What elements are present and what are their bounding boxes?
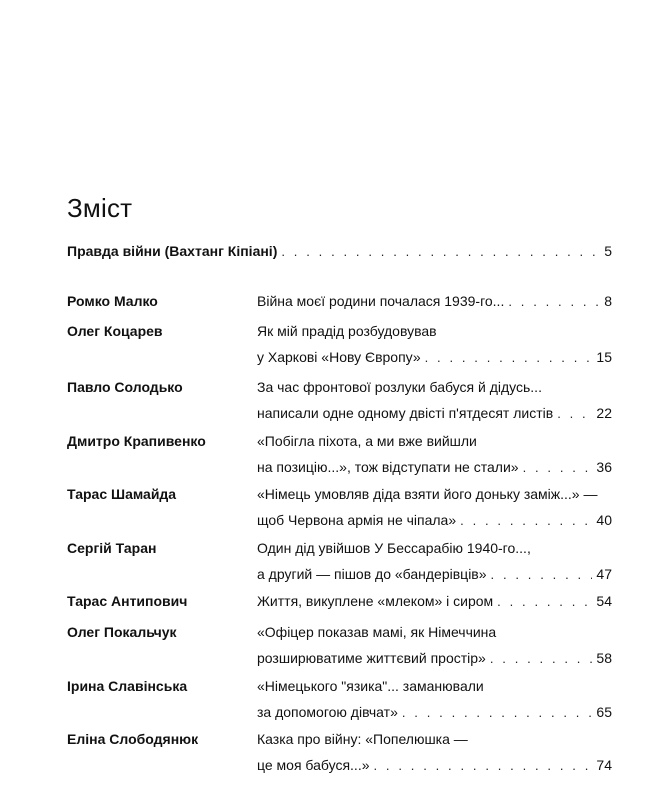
entry-author: Тарас Шамайда	[67, 486, 177, 502]
toc-entry-title: Правда війни (Вахтанг Кіпіані)	[67, 243, 278, 259]
entry-title-line: на позицію...», тож відступати не стали»	[257, 459, 519, 475]
entry-author: Дмитро Крапивенко	[67, 433, 206, 449]
toc-entry-intro[interactable]	[67, 238, 612, 264]
leader-dots	[425, 345, 593, 371]
page-number: 5	[604, 243, 612, 259]
leader-dots	[491, 562, 593, 588]
entry-title-line: Один дід увійшов У Бессарабію 1940-го...,	[257, 540, 531, 556]
entry-work	[257, 619, 612, 671]
entry-title-line: Війна моєї родини почалася 1939-го...	[257, 293, 505, 309]
entry-author: Ромко Малко	[67, 293, 158, 309]
entry-author: Павло Солодько	[67, 379, 183, 395]
entry-work	[257, 318, 612, 370]
page-title: Зміст	[67, 193, 133, 224]
entry-title-line: щоб Червона армія не чіпала»	[257, 512, 457, 528]
page-number: 40	[596, 512, 612, 528]
page-number: 15	[596, 349, 612, 365]
entry-work	[257, 726, 612, 778]
page-number: 47	[596, 566, 612, 582]
entry-title-line: «Німець умовляв діда взяти його доньку заміж...» —	[257, 486, 598, 502]
page-number: 22	[596, 405, 612, 421]
entry-work	[257, 588, 612, 614]
leader-dots	[374, 753, 593, 779]
page-number: 74	[596, 757, 612, 773]
entry-title-line: розширюватиме життєвий простір»	[257, 650, 486, 666]
leader-dots	[490, 646, 593, 672]
entry-author: Олег Покальчук	[67, 624, 177, 640]
page-number: 54	[596, 593, 612, 609]
page-number: 36	[596, 459, 612, 475]
entry-work	[257, 673, 612, 725]
entry-author: Тарас Антипович	[67, 593, 188, 609]
entry-title-line: за допомогою дівчат»	[257, 704, 398, 720]
entry-work	[257, 428, 612, 480]
page-number: 65	[596, 704, 612, 720]
entry-title-line: у Харкові «Нову Європу»	[257, 349, 421, 365]
entry-work	[257, 288, 612, 314]
page-number: 8	[604, 293, 612, 309]
entry-title-line: Казка про війну: «Попелюшка —	[257, 731, 468, 747]
entry-title-line: написали одне одному двісті п'ятдесят листів	[257, 405, 554, 421]
entry-title-line: це моя бабуся...»	[257, 757, 370, 773]
entry-work	[257, 535, 612, 587]
entry-author: Еліна Слободянюк	[67, 731, 199, 747]
entry-title-line: Як мій прадід розбудовував	[257, 323, 437, 339]
leader-dots	[460, 508, 592, 534]
entry-title-line: «Німецького "язика"... заманювали	[257, 678, 484, 694]
leader-dots	[557, 401, 592, 427]
entry-title-line: За час фронтової розлуки бабуся й дідусь...	[257, 379, 542, 395]
entry-title-line: Життя, викуплене «млеком» і сиром	[257, 593, 494, 609]
entry-title-line: «Офіцер показав мамі, як Німеччина	[257, 624, 497, 640]
entry-title-line: «Побігла піхота, а ми вже вийшли	[257, 433, 477, 449]
entry-work	[257, 374, 612, 426]
leader-dots	[508, 289, 600, 315]
leader-dots	[402, 700, 593, 726]
entry-work	[257, 481, 612, 533]
leader-dots	[281, 239, 600, 265]
entry-author: Сергій Таран	[67, 540, 157, 556]
entry-author: Олег Коцарев	[67, 323, 163, 339]
page-number: 58	[596, 650, 612, 666]
entry-title-line: а другий — пішов до «бандерівців»	[257, 566, 487, 582]
entry-author: Ірина Славінська	[67, 678, 188, 694]
leader-dots	[497, 589, 592, 615]
leader-dots	[523, 455, 593, 481]
